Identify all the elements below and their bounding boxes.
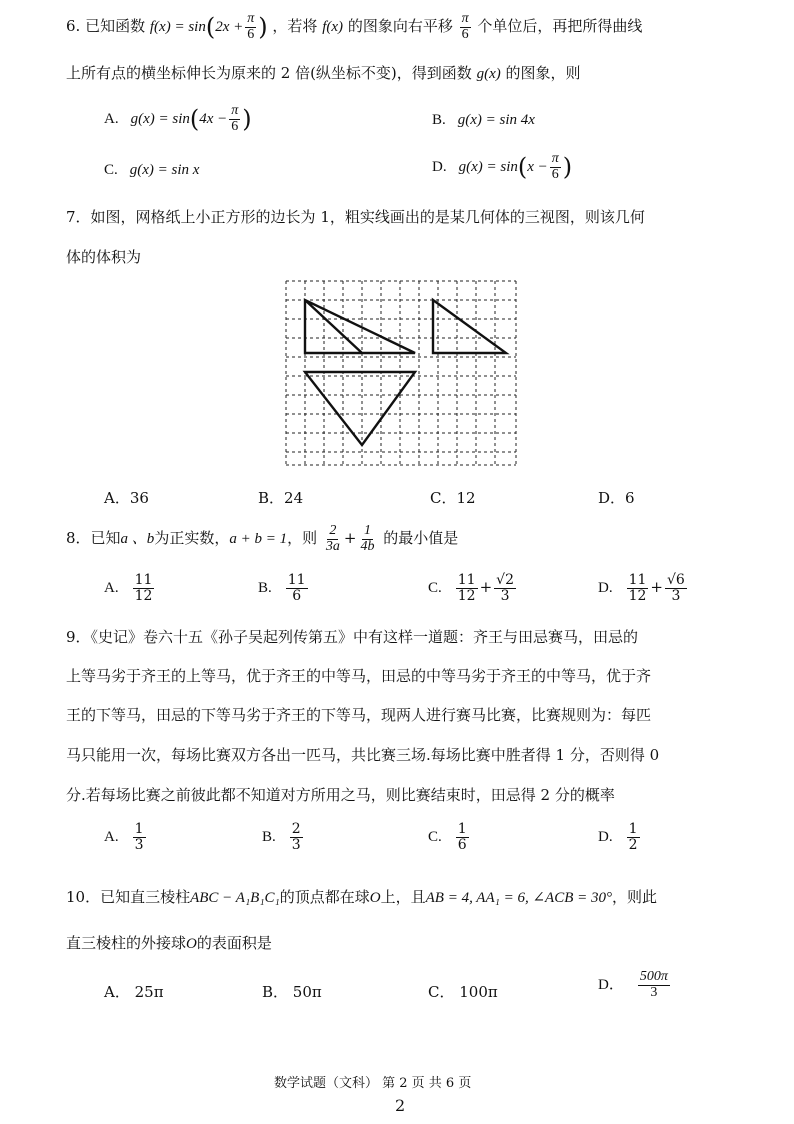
top-view bbox=[305, 372, 415, 445]
q6-text-b: ，若将 bbox=[272, 17, 318, 36]
q10-condition: AB = 4, AA₁ = 6, ∠ACB = 30° bbox=[425, 890, 612, 906]
q6-arg: 2x + bbox=[215, 19, 244, 36]
q9-option-d[interactable]: D. $\frac{1}{2}$ bbox=[598, 821, 638, 853]
q10-option-a[interactable]: A． 25π bbox=[104, 983, 164, 1001]
q8-fraction-2: $\frac{1}{4b}$ bbox=[360, 523, 375, 554]
q10-option-d[interactable]: D． $\frac{500\pi}{3}$ bbox=[598, 969, 668, 1000]
q6-option-c[interactable]: C. g(x) = sin x bbox=[104, 162, 200, 178]
q6-option-b[interactable]: B. g(x) = sin 4x bbox=[432, 112, 535, 128]
page-footer: 数学试题（文科） 第 2 页 共 6 页 bbox=[274, 1076, 472, 1091]
q6-stem-line2 bbox=[66, 62, 581, 83]
q9-option-b[interactable]: B. $\frac{2}{3}$ bbox=[262, 821, 301, 853]
q10-prism: ABC − A₁B₁C₁ bbox=[190, 890, 280, 906]
q6-gx: g(x) bbox=[476, 66, 501, 82]
q8-option-b[interactable]: B. $\frac{11}{6}$ bbox=[258, 572, 306, 604]
q7-option-b[interactable]: B．24 bbox=[258, 489, 304, 507]
q9-line5: 分.若每场比赛之前彼此都不知道对方所用之马，则比赛结束时，田忌得 2 分的概率 bbox=[66, 786, 615, 804]
q9-option-a[interactable]: A. $\frac{1}{3}$ bbox=[104, 821, 144, 853]
q6-text-d: 个单位后，再把所得曲线 bbox=[477, 17, 643, 36]
three-view-diagram bbox=[280, 275, 525, 470]
q6-function: f(x) = sin bbox=[149, 19, 206, 36]
q10-option-c[interactable]: C． 100π bbox=[428, 983, 498, 1001]
q8-fraction-1: $\frac{2}{3a}$ bbox=[325, 523, 340, 554]
q6-shift-fraction: $\frac{\pi}{6}$ bbox=[461, 11, 469, 42]
q7-option-d[interactable]: D．6 bbox=[598, 489, 635, 507]
q8-condition: a + b = 1 bbox=[229, 531, 288, 548]
q8-option-d[interactable]: D. $\frac{11}{12}$ + $\frac{√6}{3}$ bbox=[598, 572, 685, 604]
q9-line1: 9．《史记》卷六十五《孙子吴起列传第五》中有这样一道题：齐王与田忌赛马，田忌的 bbox=[66, 628, 639, 646]
q6-text: 已知函数 bbox=[85, 17, 146, 36]
q8-variables: a 、b bbox=[120, 531, 155, 548]
q6-line2-end: 的图象，则 bbox=[505, 64, 581, 82]
q10-stem-line2: 直三棱柱的外接球O的表面积是 bbox=[66, 934, 272, 952]
q6-fx: f(x) bbox=[322, 19, 344, 36]
q8-option-c[interactable]: C. $\frac{11}{12}$ + $\frac{√2}{3}$ bbox=[428, 572, 514, 604]
q6-text-c: 的图象向右平移 bbox=[347, 17, 453, 36]
q7-option-c[interactable]: C．12 bbox=[430, 489, 476, 507]
q9-line2: 上等马劣于齐王的上等马，优于齐王的中等马，田忌的中等马劣于齐王的中等马，优于齐 bbox=[66, 667, 652, 685]
q7-stem-line1: 7．如图，网格纸上小正方形的边长为 1，粗实线画出的是某几何体的三视图，则该几何 bbox=[66, 208, 645, 226]
q8-option-a[interactable]: A. $\frac{11}{12}$ bbox=[104, 572, 153, 604]
q6-line2: 上所有点的横坐标伸长为原来的 2 倍(纵坐标不变)，得到函数 bbox=[66, 64, 472, 82]
q6-pi-over-6: $\frac{\pi}{6}$ bbox=[247, 11, 255, 42]
q10-stem-line1: 10．已知直三棱柱ABC − A₁B₁C₁的顶点都在球O上，且AB = 4, AA₁ = 6, ∠ACB = 30°，则此 bbox=[66, 888, 657, 906]
q6-option-d[interactable]: D. g(x) = sin(x − $\frac{\pi}{6}$ ) bbox=[432, 151, 573, 182]
q10-option-b[interactable]: B． 50π bbox=[262, 983, 322, 1001]
q10-sphere-o: O bbox=[369, 890, 381, 906]
q6-option-a[interactable]: A. g(x) = sin(4x − $\frac{\pi}{6}$ ) bbox=[104, 103, 252, 134]
q6-stem-line1: 6. 已知函数 f(x) = sin(2x + $\frac{\pi}{6}$ ) ，若将 f(x) 的图象向右平移 $\frac{\pi}{6}$ 个单位后，再把所得曲线 bbox=[66, 11, 643, 42]
q7-option-a[interactable]: A．36 bbox=[104, 489, 149, 507]
page-number: 2 bbox=[395, 1096, 406, 1115]
q9-line4: 马只能用一次，每场比赛双方各出一匹马，共比赛三场.每场比赛中胜者得 1 分，否则得 0 bbox=[66, 746, 660, 764]
q7-stem-line2: 体的体积为 bbox=[66, 248, 142, 266]
q6-number: 6. bbox=[66, 17, 81, 36]
q8-stem: 8．已知a 、b为正实数，a + b = 1，则 $\frac{2}{3a}$ + $\frac{1}{4b}$ 的最小值是 bbox=[66, 523, 459, 554]
front-view bbox=[305, 300, 415, 353]
q9-option-c[interactable]: C. $\frac{1}{6}$ bbox=[428, 821, 467, 853]
q9-line3: 王的下等马，田忌的下等马劣于齐王的下等马，现两人进行赛马比赛，比赛规则为：每匹 bbox=[66, 706, 652, 724]
